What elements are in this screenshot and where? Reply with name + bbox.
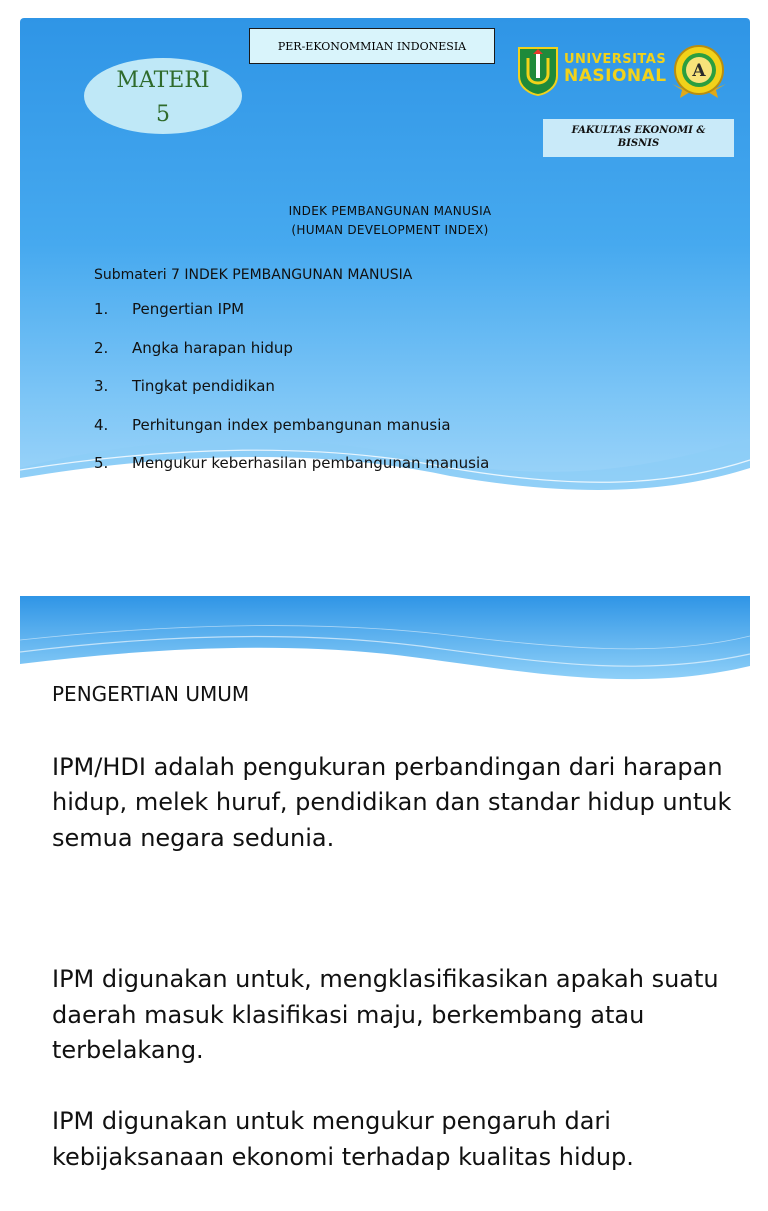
list-item-number: 4.	[94, 415, 109, 434]
accreditation-letter: A	[692, 61, 706, 81]
university-shield-icon	[517, 46, 559, 96]
slide-1	[20, 18, 750, 522]
university-name-line2: NASIONAL	[564, 66, 667, 86]
list-item-number: 1.	[94, 300, 109, 318]
materi-label: MATERI	[116, 68, 210, 93]
university-name-line1: UNIVERSITAS	[564, 52, 667, 67]
paragraph: IPM/HDI adalah pengukuran perbandingan dari harapan hidup, melek huruf, pendidikan dan standar hidup untuk semua negara sedunia.	[52, 752, 732, 852]
faculty-line2: BISNIS	[617, 138, 660, 149]
university-wordmark	[564, 52, 667, 85]
faculty-line1: FAKULTAS EKONOMI &	[571, 125, 706, 136]
section-body	[52, 714, 752, 1211]
materi-number: 5	[156, 102, 170, 127]
list-item-text: Angka harapan hidup	[132, 338, 293, 357]
slide-title-line2: (HUMAN DEVELOPMENT INDEX)	[291, 223, 489, 237]
slide-title-line1: INDEK PEMBANGUNAN MANUSIA	[288, 204, 492, 218]
list-item-text: Perhitungan index pembangunan manusia	[132, 415, 451, 434]
course-title-box: PER-EKONOMMIAN INDONESIA	[249, 28, 495, 64]
topic-list	[94, 300, 489, 493]
list-item-number: 3.	[94, 377, 109, 395]
slide-2	[20, 596, 750, 1171]
faculty-box	[543, 119, 734, 157]
section-heading: PENGERTIAN UMUM	[52, 682, 250, 706]
list-item	[94, 416, 489, 455]
list-item-number: 5.	[94, 454, 109, 472]
list-item	[94, 377, 489, 416]
list-item-text: Pengertian IPM	[132, 300, 245, 318]
paragraph: IPM digunakan untuk mengukur pengaruh dari kebijaksanaan ekonomi terhadap kualitas hidup.	[52, 1107, 634, 1171]
submateri-heading: Submateri 7 INDEK PEMBANGUNAN MANUSIA	[94, 267, 413, 283]
paragraph: IPM digunakan untuk, mengklasifikasikan apakah suatu daerah masuk klasifikasi maju, berkembang atau terbelakang.	[52, 965, 719, 1064]
list-item	[94, 339, 489, 378]
list-item-text: Mengukur keberhasilan pembangunan manusia	[132, 454, 490, 472]
list-item-text: Tingkat pendidikan	[132, 377, 275, 395]
slide-title	[140, 202, 640, 240]
list-item	[94, 300, 489, 339]
top-wave-decoration	[20, 596, 750, 696]
list-item-number: 2.	[94, 338, 109, 357]
accreditation-seal-icon	[668, 44, 730, 100]
materi-badge	[84, 58, 242, 134]
list-item	[94, 454, 489, 493]
